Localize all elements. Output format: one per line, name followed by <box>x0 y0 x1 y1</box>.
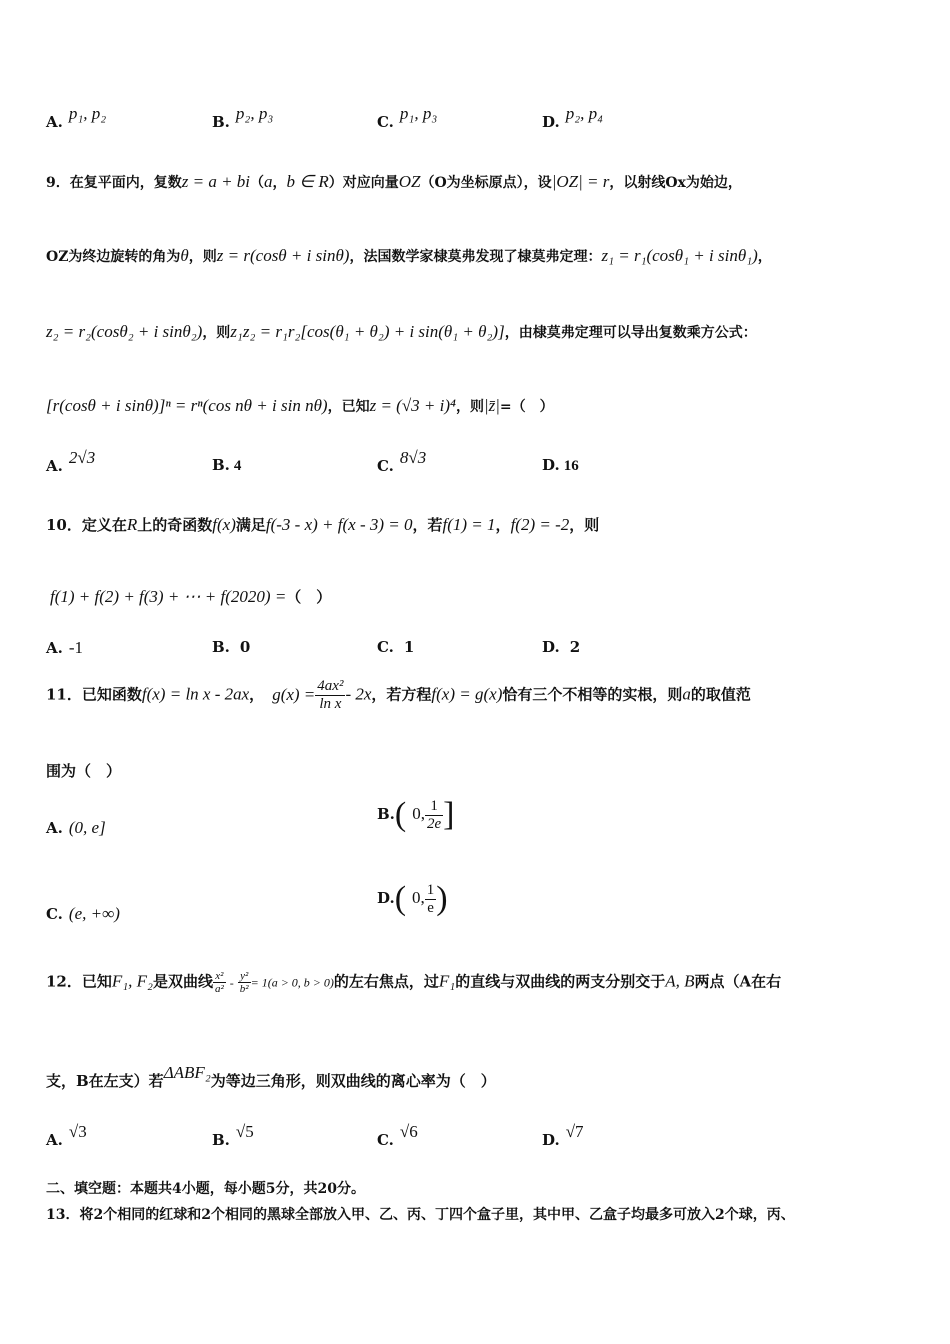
q8-option-a[interactable] <box>46 104 107 132</box>
option-math: -1 <box>68 638 84 657</box>
option-math: 0, <box>412 804 425 823</box>
option-math: p₁, p₃ <box>399 104 438 123</box>
text: ，若方程 <box>371 685 432 704</box>
text: 围为（ ） <box>46 762 122 780</box>
math: [r(cosθ + i sinθ)]ⁿ = rⁿ(cos nθ + i sin nθ) <box>46 396 328 415</box>
q12-option-d[interactable] <box>542 1122 584 1150</box>
math: f(x) = ln x - 2ax <box>141 684 250 704</box>
q12-line-1 <box>46 970 781 995</box>
text: 12．已知 <box>46 972 112 991</box>
text: 10．定义在 <box>46 516 127 534</box>
text: ，已知 <box>327 399 370 415</box>
option-label: B. <box>212 456 230 474</box>
q12-option-b[interactable] <box>212 1122 254 1150</box>
numerator: 1 <box>425 798 443 816</box>
fraction <box>425 798 443 833</box>
math: z = r(cosθ + i sinθ) <box>216 246 350 265</box>
text: ， <box>272 175 287 191</box>
option-label: B. <box>212 113 230 131</box>
denominator: e <box>427 899 434 916</box>
math: z₁z₂ = r₁r₂[cos(θ₁ + θ₂) + i sin(θ₁ + θ₂)] <box>230 322 505 341</box>
left-bracket-icon: ( <box>394 796 407 833</box>
math: f(x) = g(x) <box>431 684 503 704</box>
option-math: 8√3 <box>399 448 427 467</box>
q12-line-2 <box>46 1063 496 1091</box>
option-label: C. <box>377 638 394 656</box>
option-math: √5 <box>235 1122 254 1141</box>
text: ， <box>495 516 511 534</box>
option-label: C. <box>377 113 394 131</box>
q10-option-c[interactable] <box>377 638 414 656</box>
fraction <box>425 882 437 917</box>
denominator: ln x <box>319 696 342 712</box>
text: 13．将2个相同的红球和2个相同的黑球全部放入甲、乙、丙、丁四个盒子里，其中甲、乙盒子均最多可放入2个球，丙、 <box>46 1207 795 1223</box>
q9-option-b[interactable] <box>212 456 241 475</box>
option-math: √3 <box>68 1122 87 1141</box>
math: f(-3 - x) + f(x - 3) = 0 <box>265 515 413 534</box>
fraction <box>213 970 226 995</box>
option-label: C. <box>377 1131 394 1149</box>
text: （ ） <box>286 588 332 606</box>
text: 的左右焦点，过 <box>333 972 439 991</box>
q9-line-3 <box>46 322 757 342</box>
option-math: (0, e] <box>68 818 106 837</box>
text: 11．已知函数 <box>46 685 142 704</box>
math: = 1(a > 0, b > 0) <box>250 975 334 990</box>
option-label: A. <box>46 113 63 131</box>
option-label: A. <box>46 819 63 837</box>
denominator: a² <box>214 983 224 995</box>
option-math: 4 <box>233 458 242 474</box>
math: OZ <box>398 172 421 191</box>
text: ，则 <box>188 249 217 265</box>
text: 支，B在左支）若 <box>46 1072 164 1090</box>
text: （O为坐标原点），设 <box>420 175 552 191</box>
q9-line-2 <box>46 246 772 266</box>
option-label: D. <box>542 456 560 474</box>
numerator: x² <box>213 970 226 983</box>
math: R <box>126 515 138 534</box>
text: ，则 <box>202 325 231 341</box>
q8-option-b[interactable] <box>212 104 274 132</box>
q12-option-a[interactable] <box>46 1122 87 1150</box>
q9-option-c[interactable] <box>377 448 427 476</box>
text: 恰有三个不相等的实根，则 <box>502 685 683 704</box>
math: |z̄| <box>483 396 500 415</box>
option-math: 0, <box>412 888 425 907</box>
q9-option-a[interactable] <box>46 448 96 476</box>
option-math: p₂, p₄ <box>565 104 604 123</box>
math: - <box>229 975 234 990</box>
q9-option-d[interactable] <box>542 456 579 475</box>
math: g(x) = <box>272 684 316 704</box>
q9-line-1 <box>46 172 742 192</box>
option-label: B. <box>212 1131 230 1149</box>
option-math: p₁, p₂ <box>68 104 107 123</box>
option-math: 2 <box>569 638 581 656</box>
option-label: D. <box>542 638 560 656</box>
q8-option-c[interactable] <box>377 104 438 132</box>
q10-option-a[interactable] <box>46 638 83 658</box>
math: A, B <box>665 971 695 991</box>
text: ，法国数学家棣莫弗发现了棣莫弗定理： <box>349 249 602 265</box>
text: ）对应向量 <box>328 175 399 191</box>
text: ，若 <box>412 516 443 534</box>
q13-line-1 <box>46 1204 795 1224</box>
math: f(x) <box>212 515 236 534</box>
option-label: A. <box>46 639 63 657</box>
numerator: 4ax² <box>317 678 344 694</box>
q12-option-c[interactable] <box>377 1122 418 1150</box>
option-math: p₂, p₃ <box>235 104 274 123</box>
q10-option-b[interactable] <box>212 638 250 656</box>
math: z₁ = r₁(cosθ₁ + i sinθ₁) <box>601 246 758 265</box>
math: - 2x <box>345 684 372 704</box>
right-bracket-icon: ) <box>436 880 448 917</box>
q9-line-4 <box>46 396 554 416</box>
option-math: 1 <box>403 638 415 656</box>
text: 为等边三角形，则双曲线的离心率为（ ） <box>210 1072 496 1090</box>
text: 9．在复平面内，复数 <box>46 175 182 191</box>
denominator: b² <box>239 983 249 995</box>
math: ΔABF₂ <box>163 1063 211 1082</box>
fraction <box>238 970 251 995</box>
math: b ∈ R <box>286 172 329 191</box>
q11-option-a[interactable] <box>46 818 106 838</box>
math: f(1) = 1 <box>442 515 496 534</box>
text: ，以射线Ox为始边， <box>609 175 742 191</box>
option-math: 0 <box>239 638 251 656</box>
text: 二、填空题：本题共4小题，每小题5分，共20分。 <box>46 1181 365 1197</box>
option-math: 16 <box>563 458 579 474</box>
option-label: A. <box>46 1131 63 1149</box>
text: 满足 <box>235 516 266 534</box>
math: |OZ| = r <box>551 172 610 191</box>
option-label: C. <box>377 457 394 475</box>
option-math: (e, +∞) <box>68 904 120 923</box>
option-label: D. <box>542 113 560 131</box>
q11-line-1 <box>46 678 751 713</box>
right-bracket-icon: ] <box>443 796 455 833</box>
option-label: B. <box>377 805 395 823</box>
math: θ <box>180 246 189 265</box>
text: 的取值范 <box>690 685 751 704</box>
option-label: D. <box>377 889 395 907</box>
option-label: A. <box>46 457 63 475</box>
denominator: 2e <box>426 815 442 832</box>
left-bracket-icon: ( <box>394 880 407 917</box>
option-math: 2√3 <box>68 448 96 467</box>
q10-option-d[interactable] <box>542 638 580 656</box>
text: （ <box>250 175 265 191</box>
q11-option-b[interactable] <box>377 796 454 834</box>
math: a <box>264 172 273 191</box>
math: z = a + bi <box>181 172 251 191</box>
numerator: y² <box>238 970 251 983</box>
text: ， <box>249 685 265 704</box>
option-label: D. <box>542 1131 560 1149</box>
math: F₁, F₂ <box>111 971 153 991</box>
section-title <box>46 1178 365 1198</box>
math: z₂ = r₂(cosθ₂ + i sinθ₂) <box>46 322 203 341</box>
q11-option-d[interactable] <box>377 880 448 918</box>
q11-option-c[interactable] <box>46 904 120 924</box>
option-label: C. <box>46 905 63 923</box>
text: 的直线与双曲线的两支分别交于 <box>455 972 666 991</box>
option-label: B. <box>212 638 230 656</box>
text: ， <box>757 249 772 265</box>
math: F₁ <box>438 971 456 991</box>
text: 上的奇函数 <box>137 516 213 534</box>
text: ，则 <box>569 516 600 534</box>
text: ，由棣莫弗定理可以导出复数乘方公式： <box>504 325 757 341</box>
q10-line-2 <box>50 586 331 607</box>
q11-line-2 <box>46 760 121 781</box>
math: a <box>682 684 691 704</box>
math: f(2) = -2 <box>510 515 570 534</box>
math: f(1) + f(2) + f(3) + ⋯ + f(2020) = <box>50 587 287 606</box>
option-math: √7 <box>565 1122 584 1141</box>
text: =（ ） <box>499 399 554 415</box>
option-math: √6 <box>399 1122 418 1141</box>
fraction <box>315 678 345 713</box>
text: ，则 <box>455 399 484 415</box>
text: OZ为终边旋转的角为 <box>46 249 181 265</box>
text: 两点（A在右 <box>694 972 782 991</box>
numerator: 1 <box>426 881 435 898</box>
q10-line-1 <box>46 514 599 535</box>
text: 是双曲线 <box>152 972 213 991</box>
q8-option-d[interactable] <box>542 104 604 132</box>
math: z = (√3 + i)⁴ <box>369 396 456 415</box>
